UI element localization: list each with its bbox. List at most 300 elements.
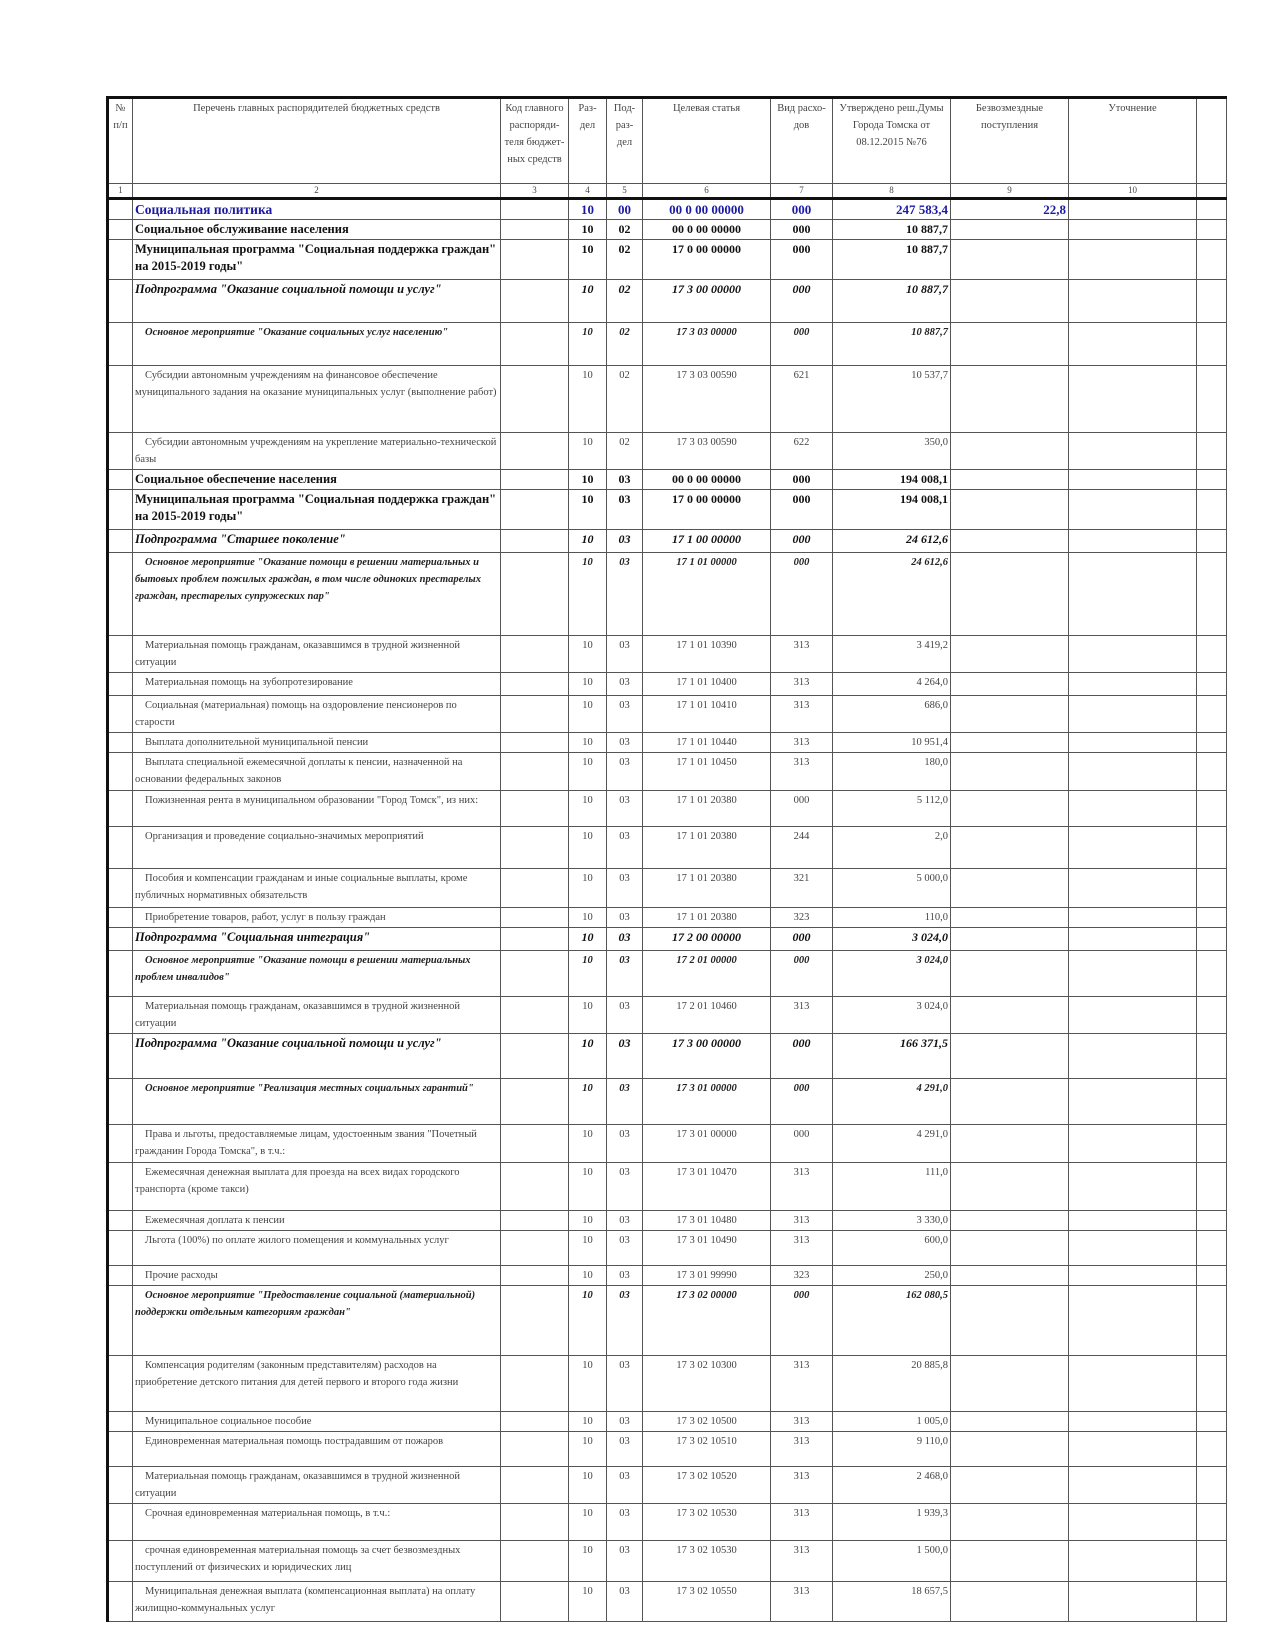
row-target-article: 17 3 01 10490 — [643, 1231, 771, 1266]
row-approved: 194 008,1 — [833, 490, 951, 530]
row-section: 10 — [569, 869, 607, 908]
row-clarification — [1069, 951, 1197, 997]
row-expense-type: 000 — [771, 791, 833, 827]
row-code — [501, 908, 569, 928]
row-number — [108, 1266, 133, 1286]
row-subsection: 03 — [607, 1541, 643, 1582]
row-approved: 600,0 — [833, 1231, 951, 1266]
row-code — [501, 997, 569, 1034]
row-clarification — [1069, 733, 1197, 753]
row-section: 10 — [569, 1467, 607, 1504]
row-section: 10 — [569, 1034, 607, 1079]
row-target-article: 17 3 02 10530 — [643, 1504, 771, 1541]
row-approved: 3 024,0 — [833, 997, 951, 1034]
row-approved: 247 583,4 — [833, 199, 951, 220]
row-gratuitous — [951, 1412, 1069, 1432]
row-expense-type: 313 — [771, 1541, 833, 1582]
table-row — [108, 240, 1227, 280]
row-code — [501, 553, 569, 636]
row-expense-type: 313 — [771, 1231, 833, 1266]
row-expense-type: 000 — [771, 553, 833, 636]
row-approved: 1 939,3 — [833, 1504, 951, 1541]
row-clarification — [1069, 1231, 1197, 1266]
row-extra — [1197, 1286, 1227, 1356]
row-approved: 3 024,0 — [833, 951, 951, 997]
column-number: 10 — [1069, 184, 1197, 199]
row-section: 10 — [569, 1079, 607, 1125]
row-clarification — [1069, 1541, 1197, 1582]
row-number — [108, 1163, 133, 1211]
table-row — [108, 433, 1227, 470]
row-section: 10 — [569, 323, 607, 366]
row-extra — [1197, 1079, 1227, 1125]
row-gratuitous — [951, 1231, 1069, 1266]
row-gratuitous — [951, 1125, 1069, 1163]
row-extra — [1197, 323, 1227, 366]
row-expense-type: 622 — [771, 433, 833, 470]
row-clarification — [1069, 553, 1197, 636]
table-row — [108, 1211, 1227, 1231]
row-clarification — [1069, 1356, 1197, 1412]
row-gratuitous — [951, 827, 1069, 869]
row-code — [501, 1541, 569, 1582]
table-row — [108, 869, 1227, 908]
row-name: Выплата дополнительной муниципальной пенсии — [133, 733, 501, 753]
row-code — [501, 280, 569, 323]
table-row — [108, 928, 1227, 951]
row-target-article: 17 3 00 00000 — [643, 1034, 771, 1079]
row-extra — [1197, 530, 1227, 553]
row-subsection: 03 — [607, 1034, 643, 1079]
row-expense-type: 313 — [771, 1467, 833, 1504]
row-clarification — [1069, 220, 1197, 240]
row-gratuitous — [951, 1163, 1069, 1211]
table-row — [108, 696, 1227, 733]
row-code — [501, 366, 569, 433]
row-code — [501, 240, 569, 280]
table-row — [108, 220, 1227, 240]
row-gratuitous: 22,8 — [951, 199, 1069, 220]
row-section: 10 — [569, 470, 607, 490]
row-subsection: 03 — [607, 553, 643, 636]
row-subsection: 03 — [607, 1432, 643, 1467]
row-target-article: 17 3 02 10510 — [643, 1432, 771, 1467]
row-number — [108, 997, 133, 1034]
row-extra — [1197, 490, 1227, 530]
row-gratuitous — [951, 1432, 1069, 1467]
row-number — [108, 1432, 133, 1467]
table-row — [108, 1231, 1227, 1266]
column-number: 4 — [569, 184, 607, 199]
row-target-article: 17 3 02 00000 — [643, 1286, 771, 1356]
row-name: Подпрограмма "Старшее поколение" — [133, 530, 501, 553]
row-approved: 9 110,0 — [833, 1432, 951, 1467]
column-number — [1197, 184, 1227, 199]
table-row — [108, 199, 1227, 220]
row-subsection: 03 — [607, 636, 643, 673]
row-code — [501, 869, 569, 908]
row-gratuitous — [951, 1467, 1069, 1504]
row-section: 10 — [569, 951, 607, 997]
row-expense-type: 000 — [771, 470, 833, 490]
row-target-article: 17 3 02 10550 — [643, 1582, 771, 1622]
row-expense-type: 313 — [771, 753, 833, 791]
row-section: 10 — [569, 673, 607, 696]
row-number — [108, 1504, 133, 1541]
row-subsection: 03 — [607, 1467, 643, 1504]
row-extra — [1197, 1504, 1227, 1541]
row-clarification — [1069, 1125, 1197, 1163]
table-row — [108, 997, 1227, 1034]
header-approved: Утверждено реш.Думы Города Томска от 08.12.2015 №76 — [833, 98, 951, 184]
row-gratuitous — [951, 791, 1069, 827]
row-code — [501, 951, 569, 997]
row-subsection: 03 — [607, 1079, 643, 1125]
row-extra — [1197, 753, 1227, 791]
row-number — [108, 366, 133, 433]
header-section: Раз-дел — [569, 98, 607, 184]
row-gratuitous — [951, 1356, 1069, 1412]
row-target-article: 17 1 01 10390 — [643, 636, 771, 673]
row-extra — [1197, 1412, 1227, 1432]
row-number — [108, 490, 133, 530]
row-number — [108, 673, 133, 696]
row-target-article: 17 2 01 10460 — [643, 997, 771, 1034]
row-name: Ежемесячная доплата к пенсии — [133, 1211, 501, 1231]
row-approved: 350,0 — [833, 433, 951, 470]
row-clarification — [1069, 869, 1197, 908]
row-subsection: 03 — [607, 1504, 643, 1541]
table-row — [108, 1125, 1227, 1163]
row-gratuitous — [951, 869, 1069, 908]
row-section: 10 — [569, 1412, 607, 1432]
row-expense-type: 000 — [771, 323, 833, 366]
row-subsection: 03 — [607, 753, 643, 791]
row-section: 10 — [569, 753, 607, 791]
column-number: 7 — [771, 184, 833, 199]
row-subsection: 02 — [607, 366, 643, 433]
row-name: Ежемесячная денежная выплата для проезда на всех видах городского транспорта (кроме такси) — [133, 1163, 501, 1211]
row-subsection: 03 — [607, 791, 643, 827]
row-expense-type: 313 — [771, 997, 833, 1034]
row-code — [501, 490, 569, 530]
row-target-article: 17 0 00 00000 — [643, 240, 771, 280]
row-section: 10 — [569, 366, 607, 433]
row-target-article: 17 3 01 00000 — [643, 1125, 771, 1163]
row-expense-type: 313 — [771, 1211, 833, 1231]
row-code — [501, 220, 569, 240]
row-name: Срочная единовременная материальная помощь, в т.ч.: — [133, 1504, 501, 1541]
row-target-article: 00 0 00 00000 — [643, 199, 771, 220]
row-target-article: 17 1 01 10410 — [643, 696, 771, 733]
row-expense-type: 313 — [771, 733, 833, 753]
row-code — [501, 1125, 569, 1163]
table-row — [108, 1163, 1227, 1211]
row-number — [108, 1211, 133, 1231]
row-extra — [1197, 733, 1227, 753]
row-gratuitous — [951, 908, 1069, 928]
row-approved: 10 887,7 — [833, 280, 951, 323]
row-extra — [1197, 1211, 1227, 1231]
row-extra — [1197, 240, 1227, 280]
row-subsection: 02 — [607, 220, 643, 240]
row-clarification — [1069, 928, 1197, 951]
row-section: 10 — [569, 490, 607, 530]
table-row — [108, 753, 1227, 791]
row-extra — [1197, 199, 1227, 220]
row-section: 10 — [569, 280, 607, 323]
row-subsection: 03 — [607, 1412, 643, 1432]
row-number — [108, 1541, 133, 1582]
row-section: 10 — [569, 733, 607, 753]
row-name: Организация и проведение социально-значимых мероприятий — [133, 827, 501, 869]
row-extra — [1197, 1231, 1227, 1266]
row-subsection: 03 — [607, 1211, 643, 1231]
row-expense-type: 313 — [771, 1412, 833, 1432]
row-extra — [1197, 673, 1227, 696]
row-clarification — [1069, 280, 1197, 323]
table-row — [108, 1356, 1227, 1412]
row-name: Основное мероприятие "Оказание социальных услуг населению" — [133, 323, 501, 366]
row-code — [501, 753, 569, 791]
row-code — [501, 1356, 569, 1412]
row-approved: 10 951,4 — [833, 733, 951, 753]
row-extra — [1197, 908, 1227, 928]
row-target-article: 17 2 00 00000 — [643, 928, 771, 951]
row-expense-type: 000 — [771, 490, 833, 530]
row-number — [108, 1231, 133, 1266]
row-gratuitous — [951, 1211, 1069, 1231]
header-subsection: Под-раз-дел — [607, 98, 643, 184]
row-clarification — [1069, 997, 1197, 1034]
row-name: Компенсация родителям (законным представителям) расходов на приобретение детского питания для детей первого и второго года жизни — [133, 1356, 501, 1412]
row-approved: 3 024,0 — [833, 928, 951, 951]
row-number — [108, 928, 133, 951]
row-gratuitous — [951, 997, 1069, 1034]
row-target-article: 17 3 03 00590 — [643, 433, 771, 470]
row-code — [501, 1211, 569, 1231]
row-clarification — [1069, 673, 1197, 696]
row-subsection: 02 — [607, 280, 643, 323]
row-gratuitous — [951, 696, 1069, 733]
table-row — [108, 1412, 1227, 1432]
row-clarification — [1069, 470, 1197, 490]
row-approved: 10 537,7 — [833, 366, 951, 433]
row-gratuitous — [951, 530, 1069, 553]
header-number: № п/п — [108, 98, 133, 184]
row-gratuitous — [951, 1541, 1069, 1582]
row-expense-type: 000 — [771, 951, 833, 997]
row-section: 10 — [569, 1504, 607, 1541]
row-gratuitous — [951, 490, 1069, 530]
row-approved: 1 005,0 — [833, 1412, 951, 1432]
row-target-article: 17 1 01 10450 — [643, 753, 771, 791]
row-subsection: 03 — [607, 908, 643, 928]
row-gratuitous — [951, 220, 1069, 240]
row-subsection: 03 — [607, 1231, 643, 1266]
row-extra — [1197, 1356, 1227, 1412]
row-name: Муниципальное социальное пособие — [133, 1412, 501, 1432]
row-approved: 111,0 — [833, 1163, 951, 1211]
row-section: 10 — [569, 1231, 607, 1266]
row-expense-type: 323 — [771, 908, 833, 928]
row-target-article: 17 1 01 20380 — [643, 908, 771, 928]
row-expense-type: 313 — [771, 696, 833, 733]
row-code — [501, 1079, 569, 1125]
row-subsection: 03 — [607, 1356, 643, 1412]
table-row — [108, 673, 1227, 696]
row-number — [108, 1467, 133, 1504]
row-section: 10 — [569, 827, 607, 869]
row-extra — [1197, 827, 1227, 869]
row-subsection: 03 — [607, 869, 643, 908]
row-number — [108, 530, 133, 553]
row-name: Подпрограмма "Социальная интеграция" — [133, 928, 501, 951]
row-name: Муниципальная денежная выплата (компенсационная выплата) на оплату жилищно-коммунальных услуг — [133, 1582, 501, 1622]
row-target-article: 17 3 02 10520 — [643, 1467, 771, 1504]
row-extra — [1197, 636, 1227, 673]
row-code — [501, 433, 569, 470]
column-number: 2 — [133, 184, 501, 199]
row-extra — [1197, 1467, 1227, 1504]
table-row — [108, 1541, 1227, 1582]
header-extra — [1197, 98, 1227, 184]
row-target-article: 00 0 00 00000 — [643, 470, 771, 490]
row-approved: 180,0 — [833, 753, 951, 791]
row-target-article: 17 3 03 00590 — [643, 366, 771, 433]
row-subsection: 03 — [607, 1125, 643, 1163]
row-expense-type: 313 — [771, 1432, 833, 1467]
table-header — [108, 98, 1227, 199]
header-recipients: Перечень главных распорядителей бюджетных средств — [133, 98, 501, 184]
row-expense-type: 244 — [771, 827, 833, 869]
row-extra — [1197, 1432, 1227, 1467]
row-section: 10 — [569, 530, 607, 553]
table-row — [108, 323, 1227, 366]
row-gratuitous — [951, 1504, 1069, 1541]
row-section: 10 — [569, 791, 607, 827]
row-number — [108, 869, 133, 908]
row-gratuitous — [951, 1266, 1069, 1286]
row-section: 10 — [569, 928, 607, 951]
row-extra — [1197, 366, 1227, 433]
row-subsection: 02 — [607, 323, 643, 366]
row-clarification — [1069, 636, 1197, 673]
row-gratuitous — [951, 366, 1069, 433]
row-expense-type: 313 — [771, 1582, 833, 1622]
table-row — [108, 280, 1227, 323]
row-code — [501, 1231, 569, 1266]
row-approved: 10 887,7 — [833, 220, 951, 240]
table-row — [108, 530, 1227, 553]
row-gratuitous — [951, 433, 1069, 470]
row-name: Права и льготы, предоставляемые лицам, удостоенным звания "Почетный гражданин Города Томска", в т.ч.: — [133, 1125, 501, 1163]
row-expense-type: 313 — [771, 673, 833, 696]
row-name: Социальная политика — [133, 199, 501, 220]
row-code — [501, 323, 569, 366]
row-name: Пособия и компенсации гражданам и иные социальные выплаты, кроме публичных нормативных обязательств — [133, 869, 501, 908]
row-name: срочная единовременная материальная помощь за счет безвозмездных поступлений от физических и юридических лиц — [133, 1541, 501, 1582]
row-expense-type: 000 — [771, 220, 833, 240]
row-subsection: 03 — [607, 733, 643, 753]
row-name: Материальная помощь на зубопротезирование — [133, 673, 501, 696]
table-row — [108, 553, 1227, 636]
row-name: Материальная помощь гражданам, оказавшимся в трудной жизненной ситуации — [133, 997, 501, 1034]
row-gratuitous — [951, 323, 1069, 366]
row-name: Пожизненная рента в муниципальном образовании "Город Томск", из них: — [133, 791, 501, 827]
row-code — [501, 1467, 569, 1504]
row-subsection: 02 — [607, 240, 643, 280]
row-extra — [1197, 1163, 1227, 1211]
row-extra — [1197, 1266, 1227, 1286]
row-expense-type: 321 — [771, 869, 833, 908]
row-clarification — [1069, 1412, 1197, 1432]
row-code — [501, 199, 569, 220]
row-clarification — [1069, 1266, 1197, 1286]
row-code — [501, 636, 569, 673]
header-clarification: Уточнение — [1069, 98, 1197, 184]
table-row — [108, 908, 1227, 928]
row-extra — [1197, 791, 1227, 827]
row-section: 10 — [569, 240, 607, 280]
row-section: 10 — [569, 1432, 607, 1467]
row-target-article: 17 2 01 00000 — [643, 951, 771, 997]
table-row — [108, 733, 1227, 753]
row-name: Субсидии автономным учреждениям на финансовое обеспечение муниципального задания на оказание муниципальных услуг (выполнение работ) — [133, 366, 501, 433]
row-target-article: 17 3 03 00000 — [643, 323, 771, 366]
row-target-article: 17 3 02 10500 — [643, 1412, 771, 1432]
row-target-article: 17 1 01 20380 — [643, 827, 771, 869]
row-number — [108, 433, 133, 470]
row-code — [501, 1266, 569, 1286]
row-extra — [1197, 1034, 1227, 1079]
row-target-article: 17 3 01 10470 — [643, 1163, 771, 1211]
row-gratuitous — [951, 1079, 1069, 1125]
row-approved: 4 291,0 — [833, 1079, 951, 1125]
table-row — [108, 1467, 1227, 1504]
row-target-article: 17 3 01 10480 — [643, 1211, 771, 1231]
row-section: 10 — [569, 636, 607, 673]
row-name: Материальная помощь гражданам, оказавшимся в трудной жизненной ситуации — [133, 636, 501, 673]
row-target-article: 17 1 00 00000 — [643, 530, 771, 553]
row-name: Основное мероприятие "Предоставление социальной (материальной) поддержки отдельным категориям граждан" — [133, 1286, 501, 1356]
row-subsection: 02 — [607, 433, 643, 470]
row-number — [108, 1079, 133, 1125]
header-target-article: Целевая статья — [643, 98, 771, 184]
row-extra — [1197, 553, 1227, 636]
row-name: Муниципальная программа "Социальная поддержка граждан" на 2015-2019 годы" — [133, 240, 501, 280]
row-clarification — [1069, 908, 1197, 928]
row-gratuitous — [951, 636, 1069, 673]
table-row — [108, 1079, 1227, 1125]
row-name: Материальная помощь гражданам, оказавшимся в трудной жизненной ситуации — [133, 1467, 501, 1504]
column-number: 9 — [951, 184, 1069, 199]
row-section: 10 — [569, 199, 607, 220]
row-subsection: 00 — [607, 199, 643, 220]
row-gratuitous — [951, 673, 1069, 696]
row-number — [108, 1582, 133, 1622]
row-section: 10 — [569, 696, 607, 733]
row-approved: 5 000,0 — [833, 869, 951, 908]
header-expense-type: Вид расхо-дов — [771, 98, 833, 184]
row-number — [108, 199, 133, 220]
row-extra — [1197, 1125, 1227, 1163]
row-clarification — [1069, 1163, 1197, 1211]
row-subsection: 03 — [607, 997, 643, 1034]
row-number — [108, 1412, 133, 1432]
row-approved: 250,0 — [833, 1266, 951, 1286]
row-approved: 4 291,0 — [833, 1125, 951, 1163]
